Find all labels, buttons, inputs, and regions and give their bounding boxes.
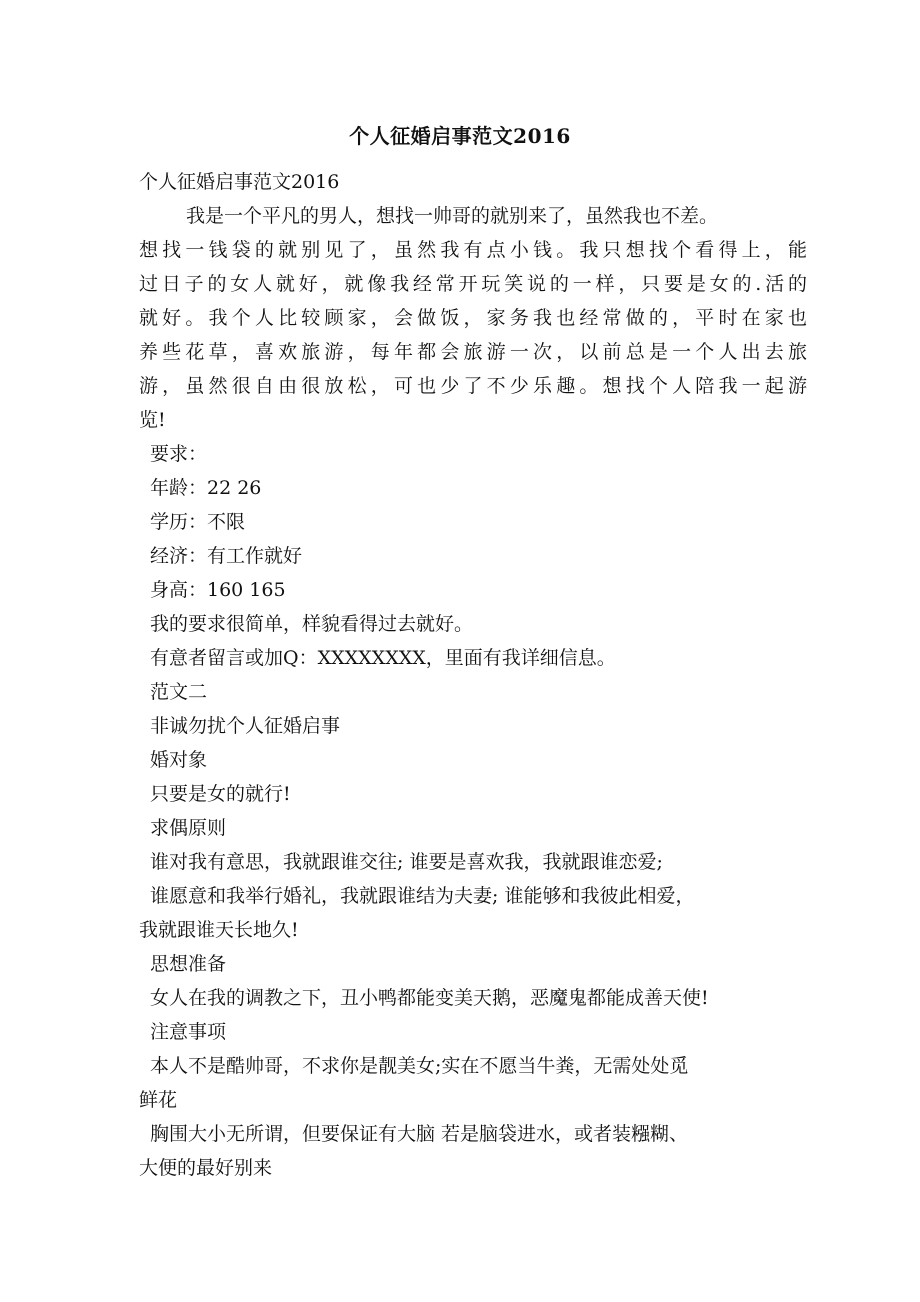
- text-line: 非诚勿扰个人征婚启事: [150, 715, 341, 737]
- text-line: 览!: [139, 409, 166, 431]
- text-line: 身高：160 165: [150, 579, 286, 601]
- text-line: 年龄：22 26: [150, 477, 262, 499]
- text-line: 想找一钱袋的就别见了，虽然我有点小钱。我只想找个看得上，能: [139, 239, 807, 261]
- text-line: 范文二: [150, 681, 208, 703]
- document-body: [139, 165, 807, 1185]
- text-line: 思想准备: [150, 953, 227, 975]
- text-line: 谁对我有意思，我就跟谁交往; 谁要是喜欢我，我就跟谁恋爱;: [150, 851, 663, 873]
- text-line: 我就跟谁天长地久!: [139, 919, 299, 941]
- text-line: 过日子的女人就好，就像我经常开玩笑说的一样，只要是女的.活的: [139, 273, 807, 295]
- text-line: 胸围大小无所谓，但要保证有大脑 若是脑袋进水，或者装糨糊、: [150, 1123, 689, 1145]
- text-line: 注意事项: [150, 1021, 227, 1043]
- text-line: 我的要求很简单，样貌看得过去就好。: [150, 613, 474, 635]
- text-line: 婚对象: [150, 749, 208, 771]
- text-line: 大便的最好别来: [139, 1157, 273, 1179]
- document-title: 个人征婚启事范文2016: [349, 124, 571, 148]
- text-line: 本人不是酷帅哥，不求你是靓美女;实在不愿当牛粪，无需处处觅: [150, 1055, 689, 1077]
- text-line: 女人在我的调教之下，丑小鸭都能变美天鹅，恶魔鬼都能成善天使!: [150, 987, 709, 1009]
- text-line: 游，虽然很自由很放松，可也少了不少乐趣。想找个人陪我一起游: [139, 375, 807, 397]
- text-line: 谁愿意和我举行婚礼，我就跟谁结为夫妻; 谁能够和我彼此相爱，: [150, 885, 695, 907]
- text-line: 要求：: [150, 443, 208, 465]
- text-line: 个人征婚启事范文2016: [139, 171, 340, 193]
- text-line: 养些花草，喜欢旅游，每年都会旅游一次，以前总是一个人出去旅: [139, 341, 807, 363]
- text-line: 鲜花: [139, 1089, 178, 1111]
- text-line: 只要是女的就行!: [150, 783, 291, 805]
- text-line: 求偶原则: [150, 817, 227, 839]
- text-line: 就好。我个人比较顾家，会做饭，家务我也经常做的，平时在家也: [139, 307, 807, 329]
- text-line: 经济：有工作就好: [150, 545, 303, 567]
- text-line: 有意者留言或加Q：XXXXXXXX，里面有我详细信息。: [150, 647, 616, 669]
- text-line: 我是一个平凡的男人，想找一帅哥的就别来了，虽然我也不差。: [186, 205, 719, 227]
- text-line: 学历：不限: [150, 511, 246, 533]
